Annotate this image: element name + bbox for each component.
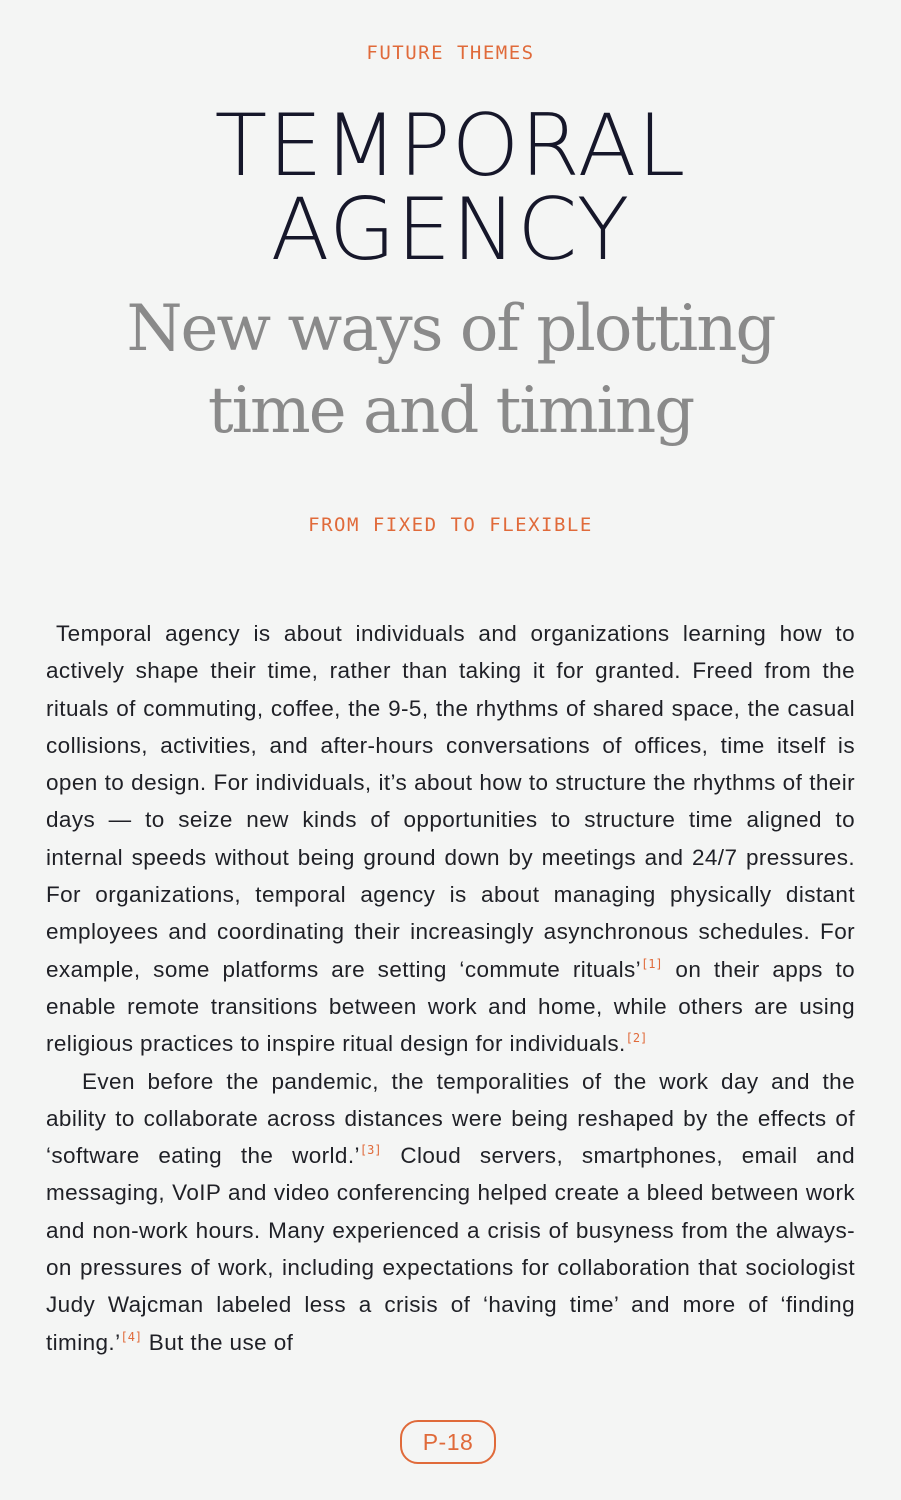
article-body [46, 615, 855, 1361]
paragraph-2-text-c: But the use of [142, 1329, 294, 1355]
footnote-ref-2[interactable]: [2] [625, 1031, 648, 1046]
paragraph-2-text-a: Even before the pandemic, the temporalities of the work day and the ability to collaborate across distances were being reshaped by the effects of ‘software eating the world.’ [46, 1068, 855, 1169]
subtitle-line-1: New ways of plotting [126, 292, 775, 366]
title-line-1: TEMPORAL [214, 96, 687, 196]
footnote-ref-4[interactable]: [4] [120, 1329, 143, 1344]
section-label: FUTURE THEMES [366, 42, 535, 64]
footnote-ref-1[interactable]: [1] [641, 956, 663, 971]
page-subtitle [0, 288, 901, 452]
title-line-2: AGENCY [270, 180, 631, 280]
paragraph-1-text-a: Temporal agency is about individuals and organizations learning how to actively shape their time, rather than taking it for granted. Freed from the rituals of commuting, coffee, the 9-5, the rhythms of shared space, the casual collisions, activities, and after-hours conversations of offices, time itself is open to design. For individuals, it’s about how to structure the rhythms of their days — to seize new kinds of opportunities to structure time aligned to internal speeds without being ground down by meetings and 24/7 pressures. For organizations, temporal agency is about managing physically distant employees and coordinating their increasingly asynchronous schedules. For example, some platforms are setting ‘commute rituals’ [46, 621, 855, 982]
paragraph-2-text-b: Cloud servers, smartphones, email and messaging, VoIP and video conferencing helped create a bleed between work and non-work hours. Many experienced a crisis of busyness from the always-on pressures of work, including expectations for collaboration that sociologist Judy Wajcman labeled less a crisis of ‘having time’ and more of ‘finding timing.’ [46, 1143, 855, 1355]
subtitle-line-2: time and timing [207, 374, 694, 448]
page-title [0, 96, 901, 280]
footnote-ref-3[interactable]: [3] [359, 1143, 382, 1158]
page-number-badge: P-18 [400, 1420, 496, 1464]
paragraph-1 [46, 615, 855, 1063]
paragraph-1-text-b: on their apps to enable remote transitions between work and home, while others are using religious practices to inspire ritual design for individuals. [46, 956, 856, 1057]
paragraph-2 [46, 1063, 855, 1361]
section-kicker: FROM FIXED TO FLEXIBLE [308, 514, 593, 536]
